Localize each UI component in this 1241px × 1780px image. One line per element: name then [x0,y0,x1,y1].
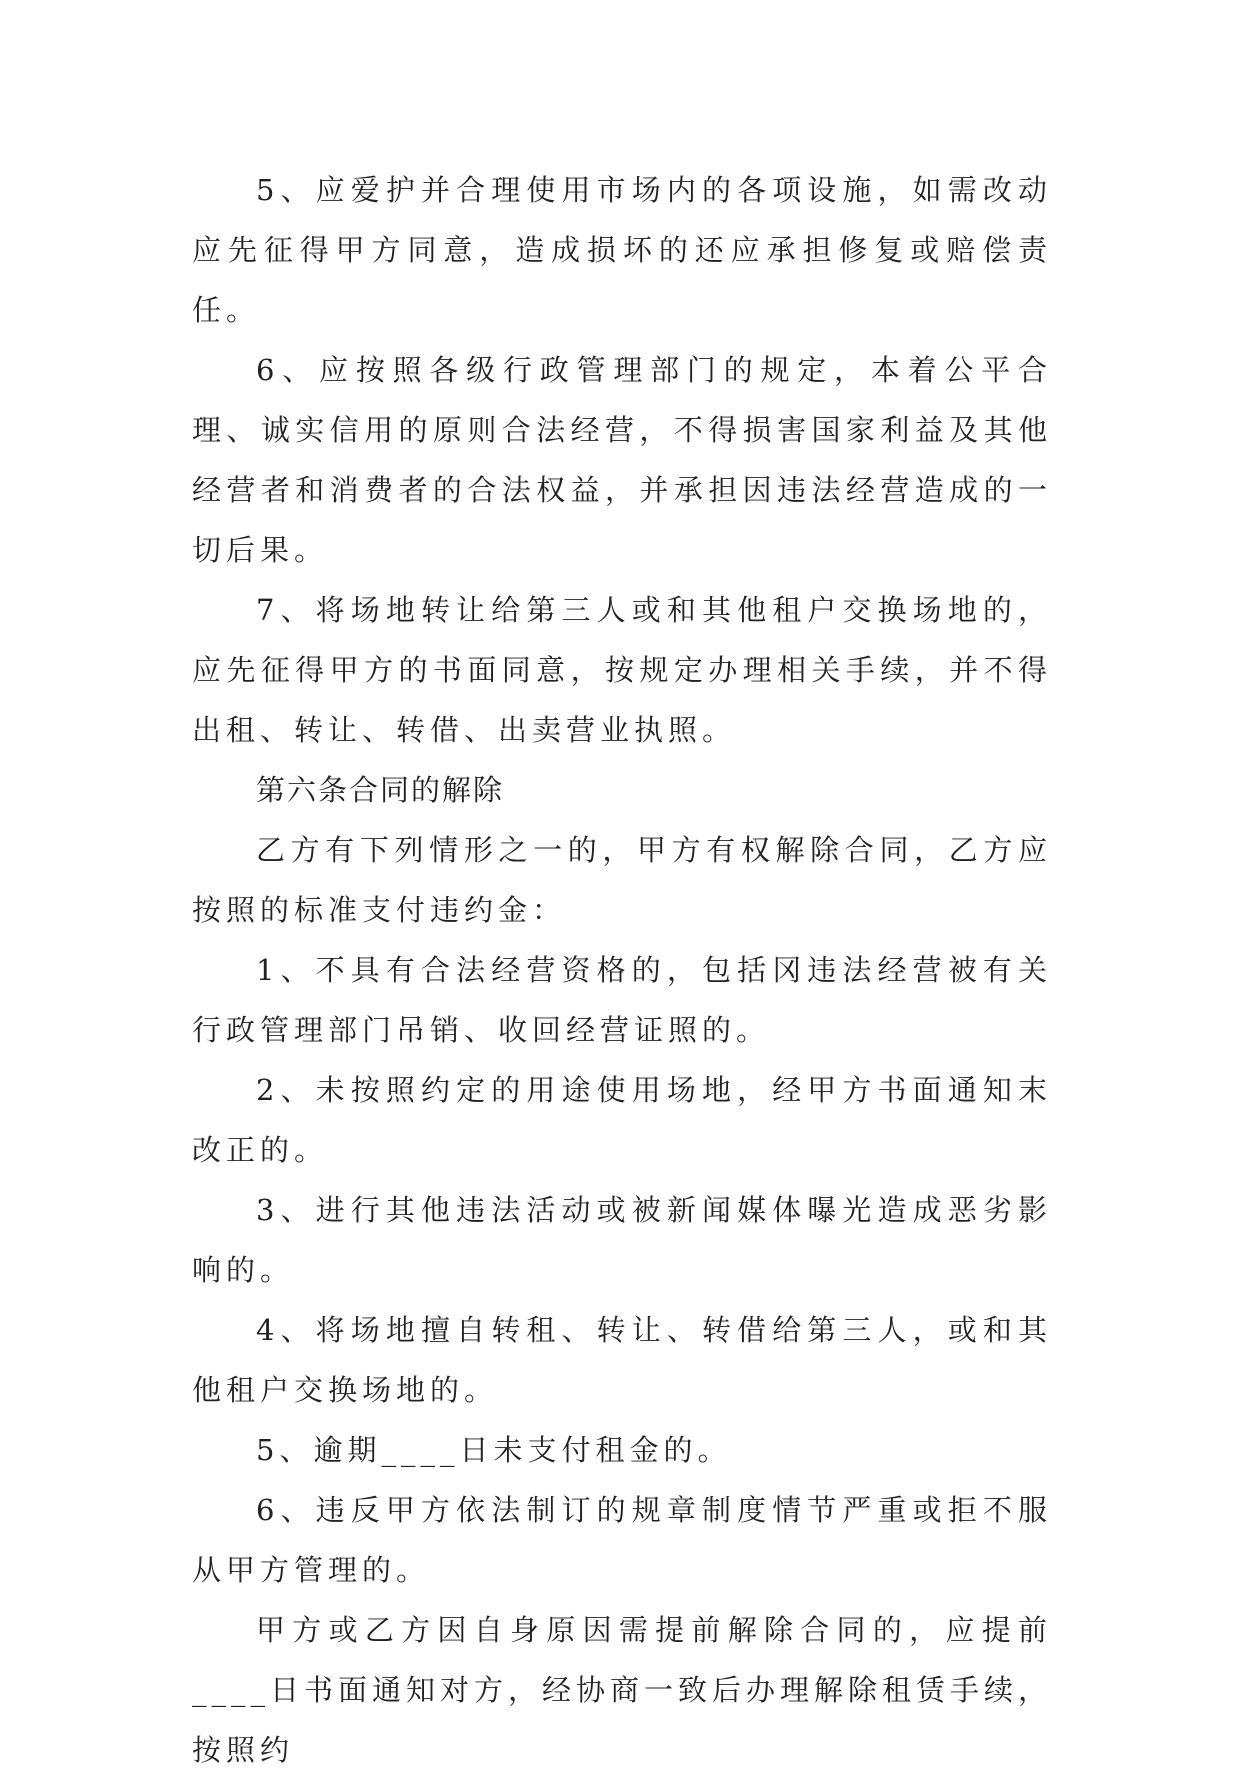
paragraph-termination-item-5: 5、逾期____日未支付租金的。 [256,1433,732,1467]
paragraph-clause-6: 6、应按照各级行政管理部门的规定，本着公平合理、诚实信用的原则合法经营，不得损害国家利益及其他经营者和消费者的合法权益，并承担因违法经营造成的一切后果。 [192,353,1052,567]
paragraph-early-termination: 甲方或乙方因自身原因需提前解除合同的，应提前____日书面通知对方，经协商一致后办理解除租赁手续，按照约 [192,1613,1053,1767]
section-heading-article-6: 第六条合同的解除 [256,773,505,807]
paragraph-clause-5: 5、应爱护并合理使用市场内的各项设施，如需改动应先征得甲方同意，造成损坏的还应承担修复或赔偿责任。 [192,173,1052,327]
paragraph-termination-item-6: 6、违反甲方依法制订的规章制度情节严重或拒不服从甲方管理的。 [192,1493,1052,1587]
paragraph-termination-item-4: 4、将场地擅自转租、转让、转借给第三人，或和其他租户交换场地的。 [192,1313,1052,1407]
paragraph-termination-item-1: 1、不具有合法经营资格的，包括冈违法经营被有关行政管理部门吊销、收回经营证照的。 [192,953,1052,1047]
paragraph-termination-item-3: 3、进行其他违法活动或被新闻媒体曝光造成恶劣影响的。 [192,1193,1052,1287]
paragraph-clause-7: 7、将场地转让给第三人或和其他租户交换场地的，应先征得甲方的书面同意，按规定办理相关手续，并不得出租、转让、转借、出卖营业执照。 [192,593,1052,747]
document-body [192,160,1052,1780]
paragraph-termination-item-2: 2、未按照约定的用途使用场地，经甲方书面通知末改正的。 [192,1073,1052,1167]
paragraph-termination-intro: 乙方有下列情形之一的，甲方有权解除合同，乙方应按照的标准支付违约金： [192,833,1052,927]
